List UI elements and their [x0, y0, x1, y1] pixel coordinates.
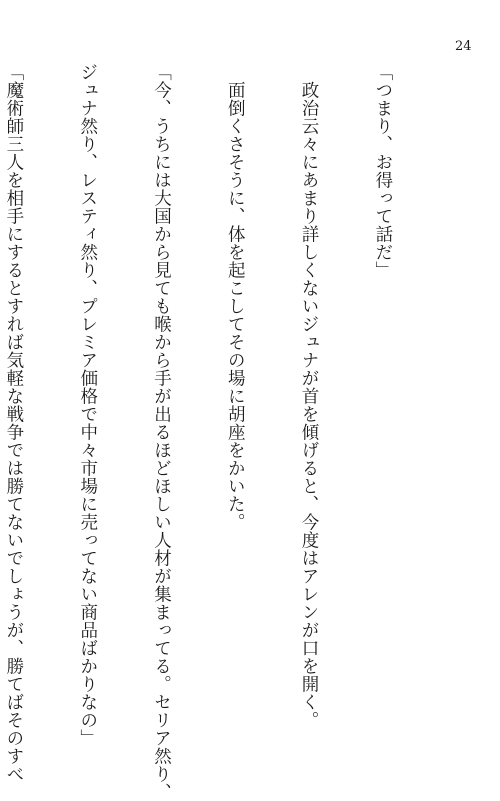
- vertical-text-body: [0, 63, 444, 801]
- text-line-3: 面倒くさそうに、体を起こしてその場に胡座をかいた。: [225, 63, 246, 531]
- text-line-2: 政治云々にあまり詳しくないジュナが首を傾げると、今度はアレンが口を開く。: [299, 63, 320, 729]
- text-line-1: 「つまり、お得って話だ」: [372, 63, 393, 279]
- page-number: 24: [455, 39, 472, 54]
- text-line-5: ジュナ然り、レスティ然り、プレミア価格で中々市場に売ってない商品ばかりなの」: [77, 63, 98, 747]
- text-line-6: 「魔術師三人を相手にするとすれば気軽な戦争では勝てないでしょうが、勝てばそのすべ: [3, 63, 24, 783]
- text-line-4: 「今、うちには大国から見ても喉から手が出るほどほしい人材が集まってる。セリア然り、: [151, 63, 172, 801]
